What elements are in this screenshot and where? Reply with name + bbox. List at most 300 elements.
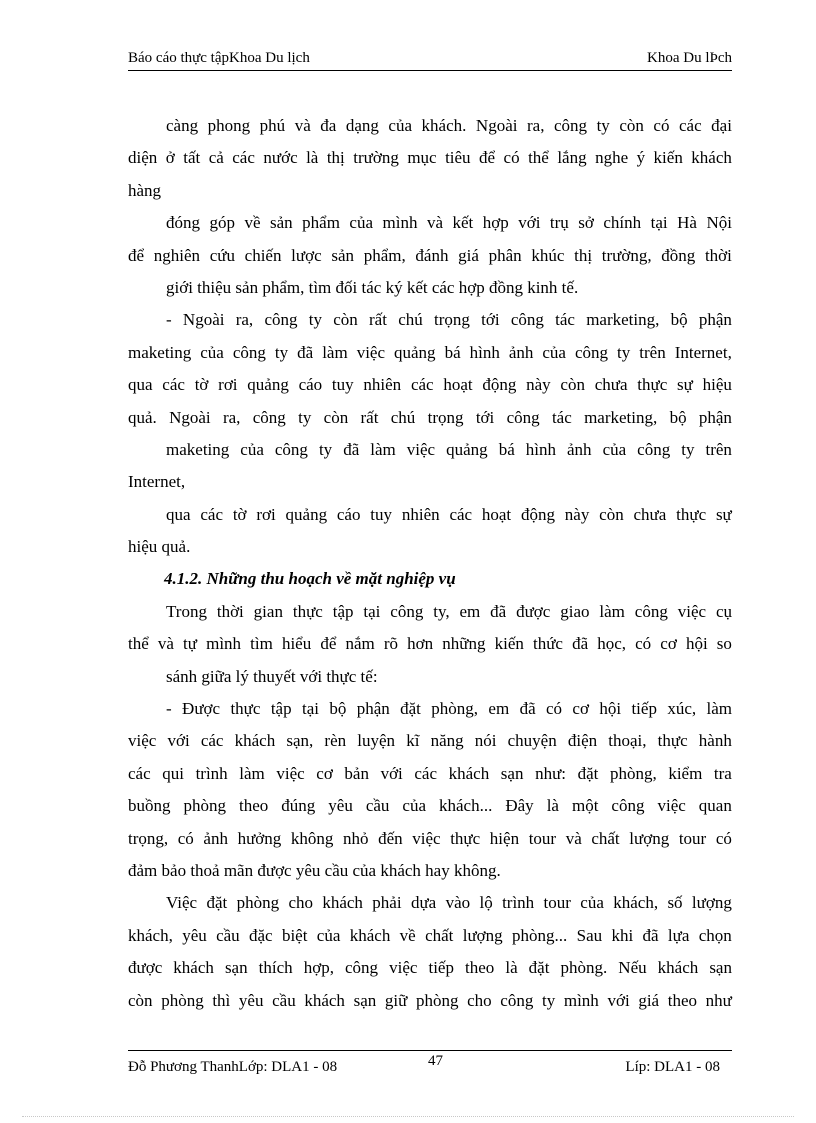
word: so xyxy=(716,634,732,654)
word: Trong xyxy=(166,601,207,621)
word: để xyxy=(479,148,496,168)
word: theo xyxy=(239,796,269,816)
word: - xyxy=(166,310,172,330)
word: cáo xyxy=(336,504,361,524)
word: trình xyxy=(502,893,535,913)
word: đã xyxy=(642,925,659,945)
word: hiệu xyxy=(702,375,732,395)
word: trường, xyxy=(601,245,652,265)
word: với xyxy=(518,213,541,233)
word: quảng xyxy=(247,375,289,395)
word: cầu xyxy=(365,796,390,816)
word: trọng xyxy=(434,310,470,330)
word: mình xyxy=(206,634,242,654)
word: lượng xyxy=(691,893,732,913)
word: thích xyxy=(258,958,293,978)
word: đã xyxy=(343,439,360,459)
word: trụ xyxy=(549,213,569,233)
word: yêu xyxy=(182,925,207,945)
word: công xyxy=(252,407,286,427)
word: thực xyxy=(230,699,261,719)
word: phẩm, xyxy=(363,245,406,265)
section-heading: 4.1.2. Những thu hoạch về mặt nghiệp vụ xyxy=(164,569,456,589)
word: đại xyxy=(711,116,732,135)
word: cho xyxy=(288,893,313,913)
word: còn xyxy=(333,310,358,330)
word: công xyxy=(506,407,540,427)
word: trên xyxy=(705,439,732,459)
word: hiểu xyxy=(281,634,312,654)
word: có xyxy=(546,699,563,719)
word: phú xyxy=(259,116,286,135)
text-line xyxy=(128,110,732,142)
word: tất xyxy=(183,148,201,168)
word: càng xyxy=(166,116,199,135)
word: này xyxy=(526,375,551,395)
word: công xyxy=(554,116,588,135)
word: tới xyxy=(481,310,500,330)
word: làm xyxy=(239,763,265,783)
word: còn xyxy=(128,990,153,1010)
word: ty xyxy=(308,310,322,330)
word: được xyxy=(128,958,163,978)
word: công xyxy=(232,342,266,362)
word: qui xyxy=(162,763,184,783)
word: khách xyxy=(691,148,732,168)
word: công xyxy=(611,796,645,816)
word: cho xyxy=(467,990,492,1010)
word: hơn xyxy=(407,634,434,654)
word: cứu xyxy=(209,245,235,265)
word: theo xyxy=(667,990,698,1010)
word: hiện xyxy=(489,828,520,848)
text-line xyxy=(128,304,732,336)
word: không xyxy=(290,828,334,848)
word: marketing, xyxy=(584,407,658,427)
page-header xyxy=(128,48,732,71)
word: của xyxy=(200,342,224,362)
word: khách. xyxy=(421,116,467,135)
word: các xyxy=(414,763,438,783)
word: điện xyxy=(567,731,598,751)
word: đặc xyxy=(249,925,273,945)
word: là xyxy=(546,796,559,816)
word: phòng xyxy=(183,796,226,816)
word: tại xyxy=(650,213,668,233)
word: được xyxy=(516,601,551,621)
word: thực xyxy=(292,601,323,621)
word: việc xyxy=(412,828,441,848)
word: sản xyxy=(270,213,293,233)
word: động xyxy=(520,504,555,524)
word: thể xyxy=(128,634,149,654)
word: công xyxy=(390,601,424,621)
text-line: giới thiệu sản phẩm, tìm đối tác ký kết các hợp đồng kinh tế. xyxy=(166,277,579,297)
word: tour xyxy=(528,828,557,848)
text-line xyxy=(128,887,732,919)
text-line xyxy=(128,596,732,628)
word: là xyxy=(505,958,518,978)
word: các xyxy=(449,504,473,524)
word: biệt xyxy=(281,925,308,945)
word: làm xyxy=(706,699,732,719)
word: chiến xyxy=(244,245,282,265)
word: khi xyxy=(611,925,634,945)
word: nói xyxy=(474,731,497,751)
word: khách xyxy=(304,990,345,1010)
text-line: Internet, xyxy=(128,472,186,492)
text-line xyxy=(128,790,732,822)
word: sở xyxy=(578,213,594,233)
word: và xyxy=(565,828,582,848)
word: Được xyxy=(182,699,221,719)
word: góp xyxy=(209,213,235,233)
word: giao xyxy=(560,601,590,621)
word: của xyxy=(602,439,627,459)
word: kĩ xyxy=(406,731,420,751)
word: xúc, xyxy=(667,699,697,719)
word: các xyxy=(410,375,434,395)
word: marketing, xyxy=(586,310,660,330)
word: trình xyxy=(195,763,228,783)
word: yêu xyxy=(238,990,264,1010)
word: thời xyxy=(704,245,732,265)
word: khách xyxy=(234,731,276,751)
word: của xyxy=(349,213,374,233)
text-line: hiệu quả. xyxy=(128,537,191,557)
word: bá xyxy=(444,342,461,362)
text-line xyxy=(128,240,732,272)
word: phòng, xyxy=(431,699,479,719)
word: phận xyxy=(356,699,390,719)
word: năng xyxy=(430,731,464,751)
word: ty xyxy=(681,439,695,459)
word: tìm xyxy=(250,634,273,654)
word: chưa xyxy=(633,504,667,524)
word: phận xyxy=(698,407,732,427)
word: với xyxy=(167,731,190,751)
word: gian xyxy=(253,601,283,621)
word: và xyxy=(294,116,311,135)
word: các xyxy=(200,731,224,751)
word: để xyxy=(320,634,337,654)
word: kiến xyxy=(653,148,683,168)
word: các xyxy=(200,504,223,524)
word: đã xyxy=(297,342,314,362)
word: Nếu xyxy=(618,958,647,978)
word: Internet, xyxy=(674,342,732,362)
word: sạn xyxy=(353,990,377,1010)
word: và xyxy=(157,634,174,654)
word: chú xyxy=(398,310,423,330)
word: thể xyxy=(528,148,549,168)
word: công xyxy=(345,958,379,978)
word: phải xyxy=(372,893,402,913)
word: tờ xyxy=(194,375,209,395)
word: thoại, xyxy=(608,731,647,751)
text-line: hàng xyxy=(128,180,162,200)
text-line xyxy=(128,725,732,757)
word: nước xyxy=(263,148,298,168)
word: theo xyxy=(465,958,495,978)
word: bộ xyxy=(669,407,687,427)
word: tại xyxy=(301,699,319,719)
word: ảnh xyxy=(203,828,228,848)
word: và xyxy=(426,213,443,233)
word: các xyxy=(162,375,185,395)
word: của xyxy=(316,925,341,945)
word: có xyxy=(715,828,732,848)
word: tự xyxy=(183,634,197,654)
word: cả xyxy=(208,148,224,168)
word: mình xyxy=(382,213,418,233)
word: công xyxy=(264,310,298,330)
word: phong xyxy=(207,116,251,135)
word: còn xyxy=(619,116,644,135)
word: cáo xyxy=(298,375,323,395)
word: đặt xyxy=(400,699,421,719)
text-line xyxy=(128,823,732,855)
word: phận xyxy=(698,310,732,330)
word: để xyxy=(128,245,145,265)
text-line xyxy=(128,920,732,952)
word: là xyxy=(306,148,319,168)
word: ra, xyxy=(222,407,241,427)
word: phòng. xyxy=(560,958,608,978)
word: chính xyxy=(603,213,642,233)
word: tiếp xyxy=(631,699,657,719)
word: tour xyxy=(543,893,571,913)
word: đúng xyxy=(281,796,316,816)
word: ra, xyxy=(527,116,545,135)
text-line xyxy=(128,434,732,466)
word: phòng xyxy=(236,893,280,913)
word: lược xyxy=(291,245,322,265)
word: đa xyxy=(320,116,337,135)
word: việc xyxy=(389,958,418,978)
word: tập xyxy=(270,699,292,719)
word: ty, xyxy=(433,601,450,621)
word: cơ xyxy=(572,699,589,719)
word: mục xyxy=(407,148,437,168)
word: chất xyxy=(425,925,454,945)
word: sự xyxy=(677,375,693,395)
word: nhiên xyxy=(401,504,440,524)
text-line: đảm bảo thoả mãn được yêu cầu của khách hay không. xyxy=(128,860,501,880)
word: học, xyxy=(597,634,627,654)
word: khách, xyxy=(613,893,659,913)
text-line xyxy=(128,499,732,531)
word: cơ xyxy=(316,763,333,783)
word: bộ xyxy=(670,310,688,330)
word: sản xyxy=(331,245,355,265)
word: mình xyxy=(563,990,599,1010)
word: buồng xyxy=(128,796,171,816)
word: đóng xyxy=(166,213,200,233)
header-right: Khoa Du lÞch xyxy=(647,50,732,66)
word: rơi xyxy=(256,504,276,524)
word: tra xyxy=(713,763,732,783)
word: tại xyxy=(363,601,381,621)
word: tới xyxy=(475,407,495,427)
word: - xyxy=(166,699,172,719)
word: thực xyxy=(637,375,668,395)
word: quan xyxy=(698,796,732,816)
word: rơi xyxy=(218,375,238,395)
word: ty xyxy=(541,990,556,1010)
word: quảng xyxy=(285,504,328,524)
word: thời xyxy=(216,601,244,621)
word: thì xyxy=(212,990,231,1010)
word: cầu xyxy=(272,990,296,1010)
word: dạng xyxy=(345,116,379,135)
word: việc xyxy=(657,796,686,816)
word: quả. xyxy=(128,407,157,427)
word: khách xyxy=(322,893,363,913)
word: đặt xyxy=(206,893,228,913)
word: khách... xyxy=(439,796,493,816)
page-footer xyxy=(128,1050,732,1081)
word: tác xyxy=(551,407,572,427)
word: với xyxy=(607,990,630,1010)
word: tiêu xyxy=(445,148,471,168)
word: ảnh xyxy=(567,439,592,459)
word: sạn xyxy=(224,958,248,978)
word: làm xyxy=(322,342,348,362)
word: Ngoài xyxy=(475,116,518,135)
word: tác xyxy=(555,310,575,330)
word: ty xyxy=(596,116,610,135)
word: kết xyxy=(452,213,474,233)
word: chất xyxy=(591,828,620,848)
word: đã xyxy=(519,699,536,719)
word: như xyxy=(705,990,732,1010)
word: tập xyxy=(332,601,354,621)
word: khách xyxy=(349,925,391,945)
word: đã xyxy=(572,634,589,654)
word: hình xyxy=(469,342,500,362)
word: khách xyxy=(448,763,490,783)
word: nhỏ xyxy=(343,828,369,848)
word: quảng xyxy=(446,439,488,459)
word: phòng, xyxy=(609,763,657,783)
word: Sau xyxy=(576,925,603,945)
word: thị xyxy=(574,245,593,265)
word: chưa xyxy=(594,375,628,395)
word: làm xyxy=(599,601,625,621)
word: chú xyxy=(390,407,416,427)
word: kiến xyxy=(494,634,524,654)
word: trên xyxy=(639,342,666,362)
word: tour xyxy=(678,828,707,848)
word: có xyxy=(503,148,520,168)
word: nhiên xyxy=(363,375,402,395)
word: này xyxy=(564,504,590,524)
word: giữ xyxy=(384,990,408,1010)
word: các xyxy=(679,116,702,135)
word: lắng xyxy=(557,148,587,168)
word: luyện xyxy=(357,731,396,751)
word: lượng xyxy=(629,828,670,848)
word: yêu xyxy=(328,796,353,816)
word: một xyxy=(571,796,599,816)
page-number: 47 xyxy=(428,1053,443,1069)
word: thực xyxy=(676,504,707,524)
word: diện xyxy=(128,148,158,168)
word: ra, xyxy=(235,310,254,330)
word: ý xyxy=(636,148,646,168)
word: giá xyxy=(638,990,660,1010)
word: tuy xyxy=(370,504,393,524)
word: em xyxy=(488,699,510,719)
word: maketing xyxy=(128,342,192,362)
word: có xyxy=(653,116,670,135)
word: thực xyxy=(450,828,481,848)
body-text xyxy=(128,110,732,1017)
word: thực xyxy=(657,731,688,751)
word: ty xyxy=(318,439,333,459)
word: rất xyxy=(360,407,379,427)
word: các xyxy=(232,148,255,168)
text-line xyxy=(128,758,732,790)
text-line xyxy=(128,142,732,174)
text-line xyxy=(128,628,732,660)
word: lộ xyxy=(479,893,493,913)
word: hoạt xyxy=(481,504,512,524)
word: tiếp xyxy=(428,958,454,978)
word: cơ xyxy=(660,634,677,654)
word: qua xyxy=(128,375,153,395)
word: làm xyxy=(370,439,396,459)
word: phòng xyxy=(161,990,204,1010)
word: việc xyxy=(128,731,157,751)
word: vào xyxy=(445,893,471,913)
word: bá xyxy=(498,439,515,459)
word: còn xyxy=(599,504,624,524)
word: hội xyxy=(685,634,708,654)
word: công xyxy=(500,990,534,1010)
word: cầu xyxy=(216,925,240,945)
word: sạn xyxy=(709,958,732,978)
word: của xyxy=(580,893,604,913)
word: các xyxy=(128,763,151,783)
word: qua xyxy=(166,504,191,524)
word: với xyxy=(380,763,403,783)
word: nghe xyxy=(595,148,629,168)
word: trọng xyxy=(427,407,464,427)
word: thị xyxy=(326,148,345,168)
word: quảng xyxy=(394,342,436,362)
word: bản xyxy=(344,763,369,783)
word: khách xyxy=(657,958,699,978)
word: động xyxy=(482,375,517,395)
word: công xyxy=(274,439,308,459)
word: Nội xyxy=(706,213,732,233)
word: việc xyxy=(276,763,305,783)
word: hành xyxy=(698,731,732,751)
word: số xyxy=(667,893,683,913)
word: việc xyxy=(677,601,707,621)
word: đã xyxy=(490,601,507,621)
word: trường xyxy=(353,148,399,168)
word: công xyxy=(637,439,671,459)
word: tuy xyxy=(331,375,354,395)
word: bộ xyxy=(329,699,347,719)
page-edge-divider xyxy=(22,1116,794,1117)
word: hội xyxy=(599,699,622,719)
word: Ngoài xyxy=(169,407,211,427)
text-line xyxy=(128,402,732,434)
